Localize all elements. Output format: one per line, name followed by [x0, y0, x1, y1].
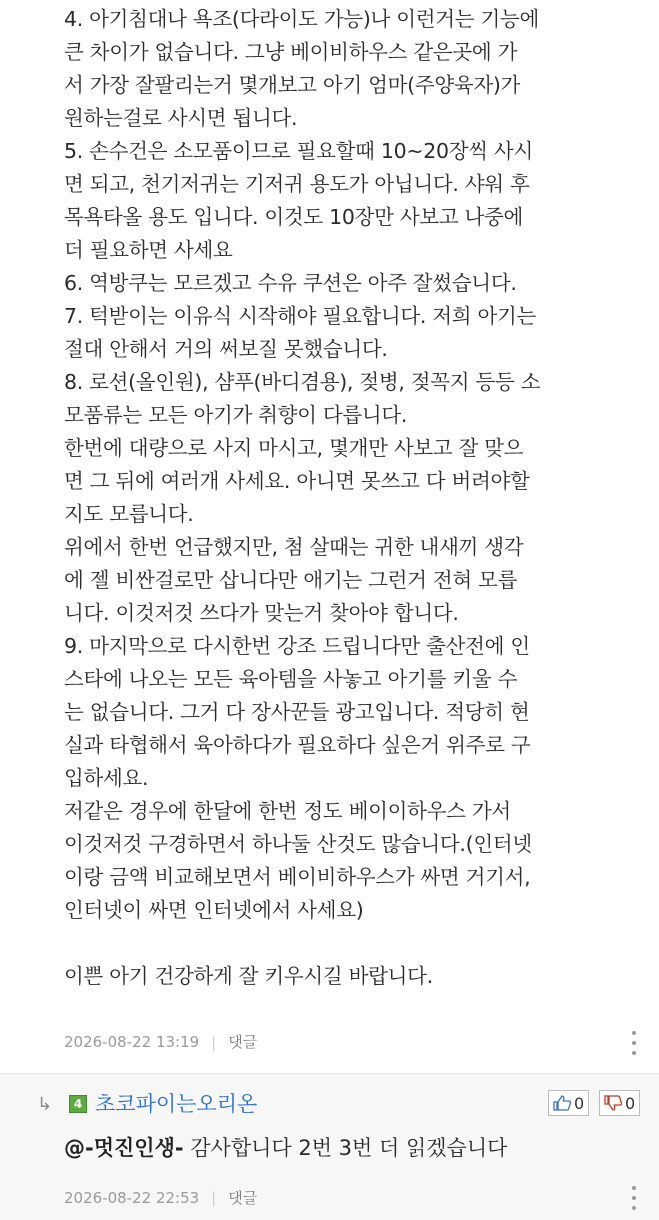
more-options-icon[interactable]: [624, 1031, 644, 1055]
post-line: 이것저것 구경하면서 하나둘 산것도 많습니다.(인터넷: [64, 832, 532, 856]
post-line: 한번에 대량으로 사지 마시고, 몇개만 사보고 잘 맞으: [64, 436, 524, 460]
post-line: 4. 아기침대나 욕조(다라이도 가능)나 이런거는 기능에: [64, 7, 539, 31]
post-line: 더 필요하면 사세요: [64, 238, 233, 262]
post-line: 목욕타올 용도 입니다. 이것도 10장만 사보고 나중에: [64, 205, 524, 229]
post-line: 큰 차이가 없습니다. 그냥 베이비하우스 같은곳에 가: [64, 40, 518, 64]
post-date: 2026-08-22 13:19: [64, 1032, 200, 1051]
post-line: 8. 로션(올인원), 샴푸(바디겸용), 젖병, 젖꼭지 등등 소: [64, 370, 541, 394]
post-line: 실과 타협해서 육아하다가 필요하다 싶은거 위주로 구: [64, 733, 531, 757]
comment-mention[interactable]: @-멋진인생-: [64, 1136, 184, 1160]
thumbs-up-icon: [553, 1095, 571, 1111]
meta-separator: |: [211, 1188, 217, 1207]
reply-arrow-icon: ↳: [37, 1094, 53, 1115]
post-meta: [64, 1031, 257, 1052]
dislike-count: 0: [625, 1093, 636, 1113]
comment-meta: [64, 1187, 257, 1208]
post-reply-link[interactable]: 댓글: [228, 1033, 258, 1051]
post-line: 저같은 경우에 한달에 한번 정도 베이이하우스 가서: [64, 799, 511, 823]
thumbs-down-icon: [604, 1095, 622, 1111]
meta-separator: |: [211, 1032, 217, 1051]
post-line: 이쁜 아기 건강하게 잘 키우시길 바랍니다.: [64, 964, 433, 988]
post-line: 스타에 나오는 모든 육아템을 사놓고 아기를 키울 수: [64, 667, 518, 691]
post-line: 에 젤 비싼걸로만 삽니다만 애기는 그런거 전혀 모릅: [64, 568, 518, 592]
like-count: 0: [574, 1093, 585, 1113]
post-line: 입하세요.: [64, 766, 149, 790]
post-line: 인터넷이 싸면 인터넷에서 사세요): [64, 898, 364, 922]
like-button[interactable]: [548, 1090, 589, 1116]
level-badge-icon: 4: [69, 1095, 87, 1113]
post-line: 는 없습니다. 그거 다 장사꾼들 광고입니다. 적당히 현: [64, 700, 530, 724]
post-line: 모품류는 모든 아기가 취향이 다릅니다.: [64, 403, 408, 427]
comment-date: 2026-08-22 22:53: [64, 1188, 200, 1207]
comment-author-link[interactable]: 초코파이는오리온: [95, 1092, 258, 1116]
post-line: 위에서 한번 언급했지만, 첨 살때는 귀한 내새끼 생각: [64, 535, 524, 559]
dislike-button[interactable]: [599, 1090, 640, 1116]
post-line: [64, 927, 649, 960]
post-line: 9. 마지막으로 다시한번 강조 드립니다만 출산전에 인: [64, 634, 530, 658]
post-line: 이랑 금액 비교해보면서 베이비하우스가 싸면 거기서,: [64, 865, 531, 889]
post-line: 원하는걸로 사시면 됩니다.: [64, 106, 298, 130]
comment-text: [64, 1132, 507, 1162]
comment-reply-link[interactable]: 댓글: [228, 1189, 258, 1207]
post-line: 서 가장 잘팔리는거 몇개보고 아기 엄마(주양육자)가: [64, 73, 521, 97]
comment-item: [0, 1073, 659, 1220]
post-line: 7. 턱받이는 이유식 시작해야 필요합니다. 저희 아기는: [64, 304, 537, 328]
post-line: 5. 손수건은 소모품이므로 필요할때 10~20장씩 사시: [64, 139, 533, 163]
comment-body: 감사합니다 2번 3번 더 읽겠습니다: [183, 1136, 508, 1160]
post-line: 니다. 이것저것 쓰다가 맞는거 찾아야 합니다.: [64, 601, 459, 625]
post-line: 면 그 뒤에 여러개 사세요. 아니면 못쓰고 다 버려야할: [64, 469, 530, 493]
more-options-icon[interactable]: [624, 1186, 644, 1210]
post-line: 6. 역방쿠는 모르겠고 수유 쿠션은 아주 잘썼습니다.: [64, 271, 517, 295]
post-line: 면 되고, 천기저귀는 기저귀 용도가 아닙니다. 샤워 후: [64, 172, 530, 196]
post-line: 절대 안해서 거의 써보질 못했습니다.: [64, 337, 388, 361]
post-content: [64, 3, 649, 993]
post-line: 지도 모릅니다.: [64, 502, 194, 526]
